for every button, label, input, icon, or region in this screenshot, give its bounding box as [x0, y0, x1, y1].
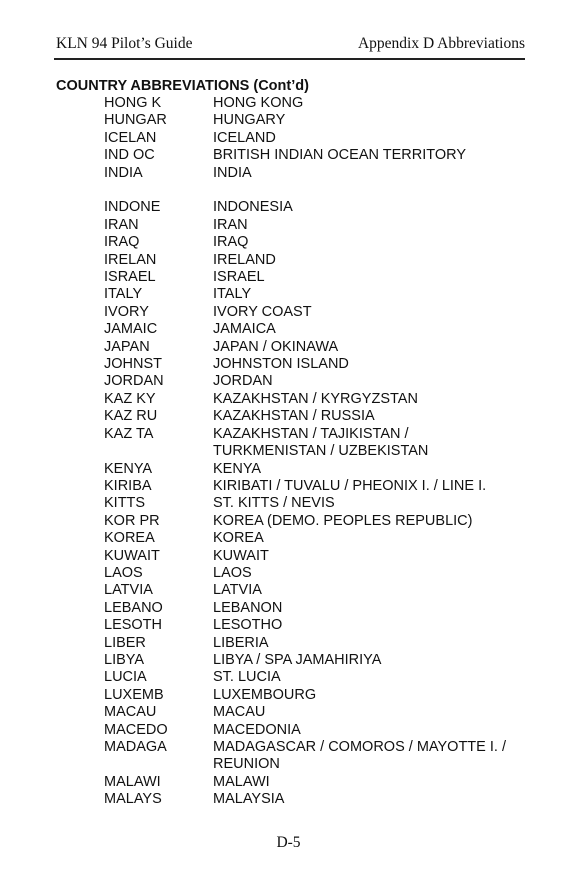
country-name: ITALY: [213, 286, 252, 303]
abbreviation-row: [104, 426, 534, 461]
country-name: KIRIBATI / TUVALU / PHEONIX I. / LINE I.: [213, 477, 487, 494]
abbreviation-code: HONG K: [104, 95, 162, 111]
abbreviation-list: [104, 95, 534, 809]
abbreviation-code: MALAWI: [104, 773, 161, 790]
abbreviation-row: [104, 722, 534, 739]
country-name: KOREA: [213, 530, 264, 547]
abbreviation-row: [104, 704, 534, 721]
abbreviation-row: [104, 739, 534, 774]
country-name: IRELAND: [213, 251, 276, 268]
country-name: LEBANON: [213, 599, 283, 616]
abbreviation-row: [104, 774, 534, 791]
country-name: IRAN: [213, 216, 248, 233]
abbreviation-row: [104, 600, 534, 617]
guide-title: KLN 94 Pilot’s Guide: [56, 35, 193, 52]
abbreviation-row: [104, 234, 534, 251]
country-name: ICELAND: [213, 129, 276, 146]
abbreviation-code: LUXEMB: [104, 686, 164, 703]
abbreviation-code: HUNGAR: [104, 112, 167, 129]
country-name: LAOS: [213, 564, 252, 581]
abbreviation-code: MACEDO: [104, 721, 168, 738]
country-name: LIBYA / SPA JAMAHIRIYA: [213, 651, 382, 668]
abbreviation-row: [104, 356, 534, 373]
appendix-title: Appendix D Abbreviations: [357, 35, 525, 52]
country-name: ISRAEL: [213, 269, 265, 286]
country-name: LATVIA: [213, 582, 262, 599]
abbreviation-row: [104, 373, 534, 390]
abbreviation-row: [104, 165, 534, 182]
abbreviation-code: KAZ KY: [104, 390, 156, 407]
abbreviation-row: [104, 548, 534, 565]
abbreviation-code: KAZ RU: [104, 408, 158, 425]
abbreviation-code: JAMAIC: [104, 321, 158, 338]
abbreviation-row: [104, 669, 534, 686]
abbreviation-code: INDONE: [104, 199, 161, 216]
country-name: LIBERIA: [213, 634, 269, 651]
abbreviation-code: LIBER: [104, 634, 146, 651]
country-name: BRITISH INDIAN OCEAN TERRITORY: [213, 147, 466, 164]
country-name: MADAGASCAR / COMOROS / MAYOTTE I. / REUNION: [213, 739, 506, 773]
country-name: KOREA (DEMO. PEOPLES REPUBLIC): [213, 512, 473, 529]
abbreviation-code: ICELAN: [104, 129, 157, 146]
country-name: KAZAKHSTAN / TAJIKISTAN / TURKMENISTAN / UZBEKISTAN: [213, 425, 429, 460]
abbreviation-code: IRAQ: [104, 234, 140, 251]
country-name: HONG KONG: [213, 95, 304, 111]
page-header: [54, 34, 525, 60]
country-name: JAMAICA: [213, 321, 276, 338]
abbreviation-row: [104, 321, 534, 338]
country-name: HUNGARY: [213, 112, 286, 129]
abbreviation-code: KENYA: [104, 460, 153, 477]
abbreviation-code: KITTS: [104, 495, 146, 512]
country-name: KENYA: [213, 460, 262, 477]
abbreviation-row: [104, 687, 534, 704]
abbreviation-code: LEBANO: [104, 599, 163, 616]
abbreviation-code: ISRAEL: [104, 269, 156, 286]
country-name: MALAYSIA: [213, 791, 285, 808]
abbreviation-row: [104, 530, 534, 547]
country-name: KUWAIT: [213, 547, 269, 564]
country-name: MALAWI: [213, 773, 270, 790]
abbreviation-row: [104, 112, 534, 129]
abbreviation-code: KOR PR: [104, 512, 160, 529]
country-name: LESOTHO: [213, 617, 283, 634]
country-name: ST. LUCIA: [213, 669, 281, 686]
section-title: COUNTRY ABBREVIATIONS (Cont’d): [56, 78, 309, 94]
country-name: JOHNSTON ISLAND: [213, 356, 349, 373]
abbreviation-code: JORDAN: [104, 373, 164, 390]
country-name: LUXEMBOURG: [213, 686, 317, 703]
country-name: INDIA: [213, 164, 252, 181]
country-name: KAZAKHSTAN / RUSSIA: [213, 408, 375, 425]
abbreviation-code: LUCIA: [104, 669, 147, 686]
abbreviation-row: [104, 95, 534, 112]
abbreviation-row: [104, 391, 534, 408]
abbreviation-row: [104, 408, 534, 425]
country-name: ST. KITTS / NEVIS: [213, 495, 335, 512]
abbreviation-code: LIBYA: [104, 651, 145, 668]
abbreviation-code: KOREA: [104, 530, 155, 547]
abbreviation-row: [104, 478, 534, 495]
abbreviation-row: [104, 635, 534, 652]
country-name: JORDAN: [213, 373, 273, 390]
country-name: KAZAKHSTAN / KYRGYZSTAN: [213, 390, 418, 407]
abbreviation-row: [104, 617, 534, 634]
abbreviation-row: [104, 461, 534, 478]
abbreviation-code: MALAYS: [104, 791, 162, 808]
abbreviation-row: [104, 252, 534, 269]
abbreviation-row: [104, 286, 534, 303]
abbreviation-row: [104, 652, 534, 669]
abbreviation-code: LATVIA: [104, 582, 153, 599]
abbreviation-code: IRELAN: [104, 251, 157, 268]
abbreviation-row: [104, 339, 534, 356]
country-name: INDONESIA: [213, 199, 293, 216]
abbreviation-code: IRAN: [104, 216, 139, 233]
country-name: MACEDONIA: [213, 721, 301, 738]
abbreviation-row: [104, 199, 534, 216]
abbreviation-code: KUWAIT: [104, 547, 160, 564]
abbreviation-code: MADAGA: [104, 739, 167, 756]
abbreviation-code: IVORY: [104, 303, 149, 320]
abbreviation-code: LAOS: [104, 564, 143, 581]
abbreviation-row: [104, 565, 534, 582]
abbreviation-row: [104, 217, 534, 234]
abbreviation-code: INDIA: [104, 164, 143, 181]
abbreviation-code: KIRIBA: [104, 477, 152, 494]
abbreviation-code: JAPAN: [104, 338, 150, 355]
abbreviation-row: [104, 130, 534, 147]
abbreviation-row: [104, 513, 534, 530]
abbreviation-row: [104, 582, 534, 599]
abbreviation-row: [104, 304, 534, 321]
abbreviation-code: KAZ TA: [104, 425, 154, 442]
country-name: JAPAN / OKINAWA: [213, 338, 339, 355]
abbreviation-row: [104, 495, 534, 512]
abbreviation-row: [104, 147, 534, 164]
abbreviation-row: [104, 269, 534, 286]
country-name: IRAQ: [213, 234, 249, 251]
country-name: MACAU: [213, 704, 266, 721]
abbreviation-code: JOHNST: [104, 356, 162, 373]
abbreviation-code: MACAU: [104, 704, 157, 721]
abbreviation-row: [104, 791, 534, 808]
page-number: D-5: [276, 834, 301, 851]
country-name: IVORY COAST: [213, 303, 312, 320]
abbreviation-code: ITALY: [104, 286, 143, 303]
abbreviation-code: LESOTH: [104, 617, 163, 634]
abbreviation-code: IND OC: [104, 147, 155, 164]
